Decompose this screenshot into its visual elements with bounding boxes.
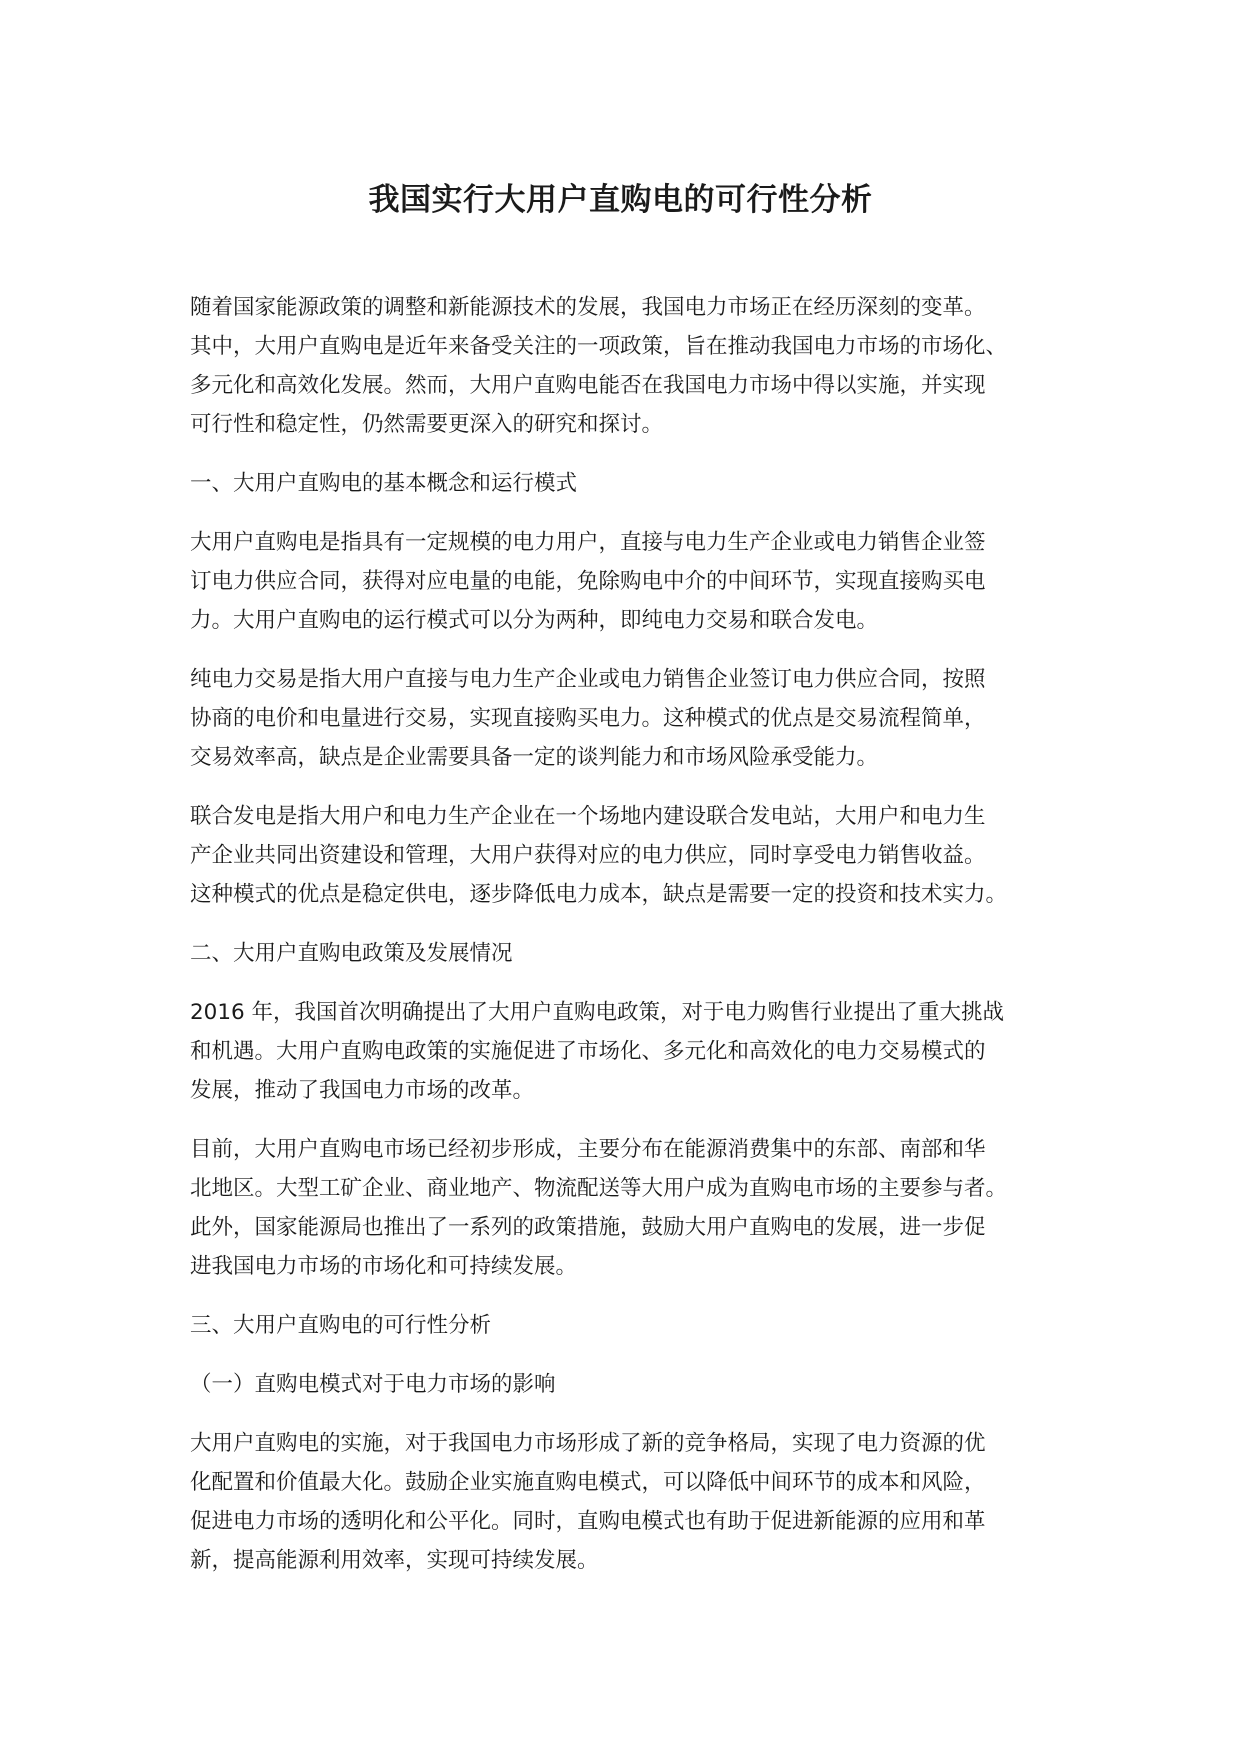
paragraph-line: 其中，大用户直购电是近年来备受关注的一项政策，旨在推动我国电力市场的市场化、 [190,334,1008,359]
section-heading: 二、大用户直购电政策及发展情况 [190,941,513,966]
paragraph-line: 促进电力市场的透明化和公平化。同时，直购电模式也有助于促进新能源的应用和革 [190,1509,986,1534]
paragraph-line: 交易效率高，缺点是企业需要具备一定的谈判能力和市场风险承受能力。 [190,745,879,770]
paragraph-line: 多元化和高效化发展。然而，大用户直购电能否在我国电力市场中得以实施，并实现 [190,373,986,398]
paragraph-line: 联合发电是指大用户和电力生产企业在一个场地内建设联合发电站，大用户和电力生 [190,804,986,829]
section-heading: 一、大用户直购电的基本概念和运行模式 [190,471,578,496]
body-paragraph [190,660,1070,777]
document-body [190,288,1070,1600]
paragraph-line: 大用户直购电是指具有一定规模的电力用户，直接与电力生产企业或电力销售企业签 [190,530,986,555]
paragraph-line: 化配置和价值最大化。鼓励企业实施直购电模式，可以降低中间环节的成本和风险， [190,1470,986,1495]
section-heading: （一）直购电模式对于电力市场的影响 [190,1372,556,1397]
paragraph-line: 2016 年，我国首次明确提出了大用户直购电政策，对于电力购售行业提出了重大挑战 [190,1000,1005,1025]
paragraph-line: 发展，推动了我国电力市场的改革。 [190,1078,535,1103]
section-heading: 三、大用户直购电的可行性分析 [190,1313,492,1338]
paragraph-line: 协商的电价和电量进行交易，实现直接购买电力。这种模式的优点是交易流程简单， [190,706,986,731]
paragraph-line: 目前，大用户直购电市场已经初步形成，主要分布在能源消费集中的东部、南部和华 [190,1137,986,1162]
document-title: 我国实行大用户直购电的可行性分析 [368,182,873,218]
paragraph-line: 可行性和稳定性，仍然需要更深入的研究和探讨。 [190,412,664,437]
body-paragraph [190,993,1070,1110]
paragraph-line: 力。大用户直购电的运行模式可以分为两种，即纯电力交易和联合发电。 [190,608,879,633]
body-paragraph [190,523,1070,640]
body-paragraph [190,1130,1070,1286]
paragraph-line: 此外，国家能源局也推出了一系列的政策措施，鼓励大用户直购电的发展，进一步促 [190,1215,986,1240]
paragraph-line: 大用户直购电的实施，对于我国电力市场形成了新的竞争格局，实现了电力资源的优 [190,1431,986,1456]
paragraph-line: 和机遇。大用户直购电政策的实施促进了市场化、多元化和高效化的电力交易模式的 [190,1039,986,1064]
paragraph-line: 这种模式的优点是稳定供电，逐步降低电力成本，缺点是需要一定的投资和技术实力。 [190,882,1008,907]
paragraph-line: 纯电力交易是指大用户直接与电力生产企业或电力销售企业签订电力供应合同，按照 [190,667,986,692]
paragraph-line: 订电力供应合同，获得对应电量的电能，免除购电中介的中间环节，实现直接购买电 [190,569,986,594]
paragraph-line: 进我国电力市场的市场化和可持续发展。 [190,1254,578,1279]
paragraph-line: 随着国家能源政策的调整和新能源技术的发展，我国电力市场正在经历深刻的变革。 [190,295,986,320]
body-paragraph [190,797,1070,914]
paragraph-line: 新，提高能源利用效率，实现可持续发展。 [190,1548,599,1573]
paragraph-line: 产企业共同出资建设和管理，大用户获得对应的电力供应，同时享受电力销售收益。 [190,843,986,868]
body-paragraph [190,1424,1070,1580]
paragraph-line: 北地区。大型工矿企业、商业地产、物流配送等大用户成为直购电市场的主要参与者。 [190,1176,1008,1201]
body-paragraph [190,288,1070,444]
